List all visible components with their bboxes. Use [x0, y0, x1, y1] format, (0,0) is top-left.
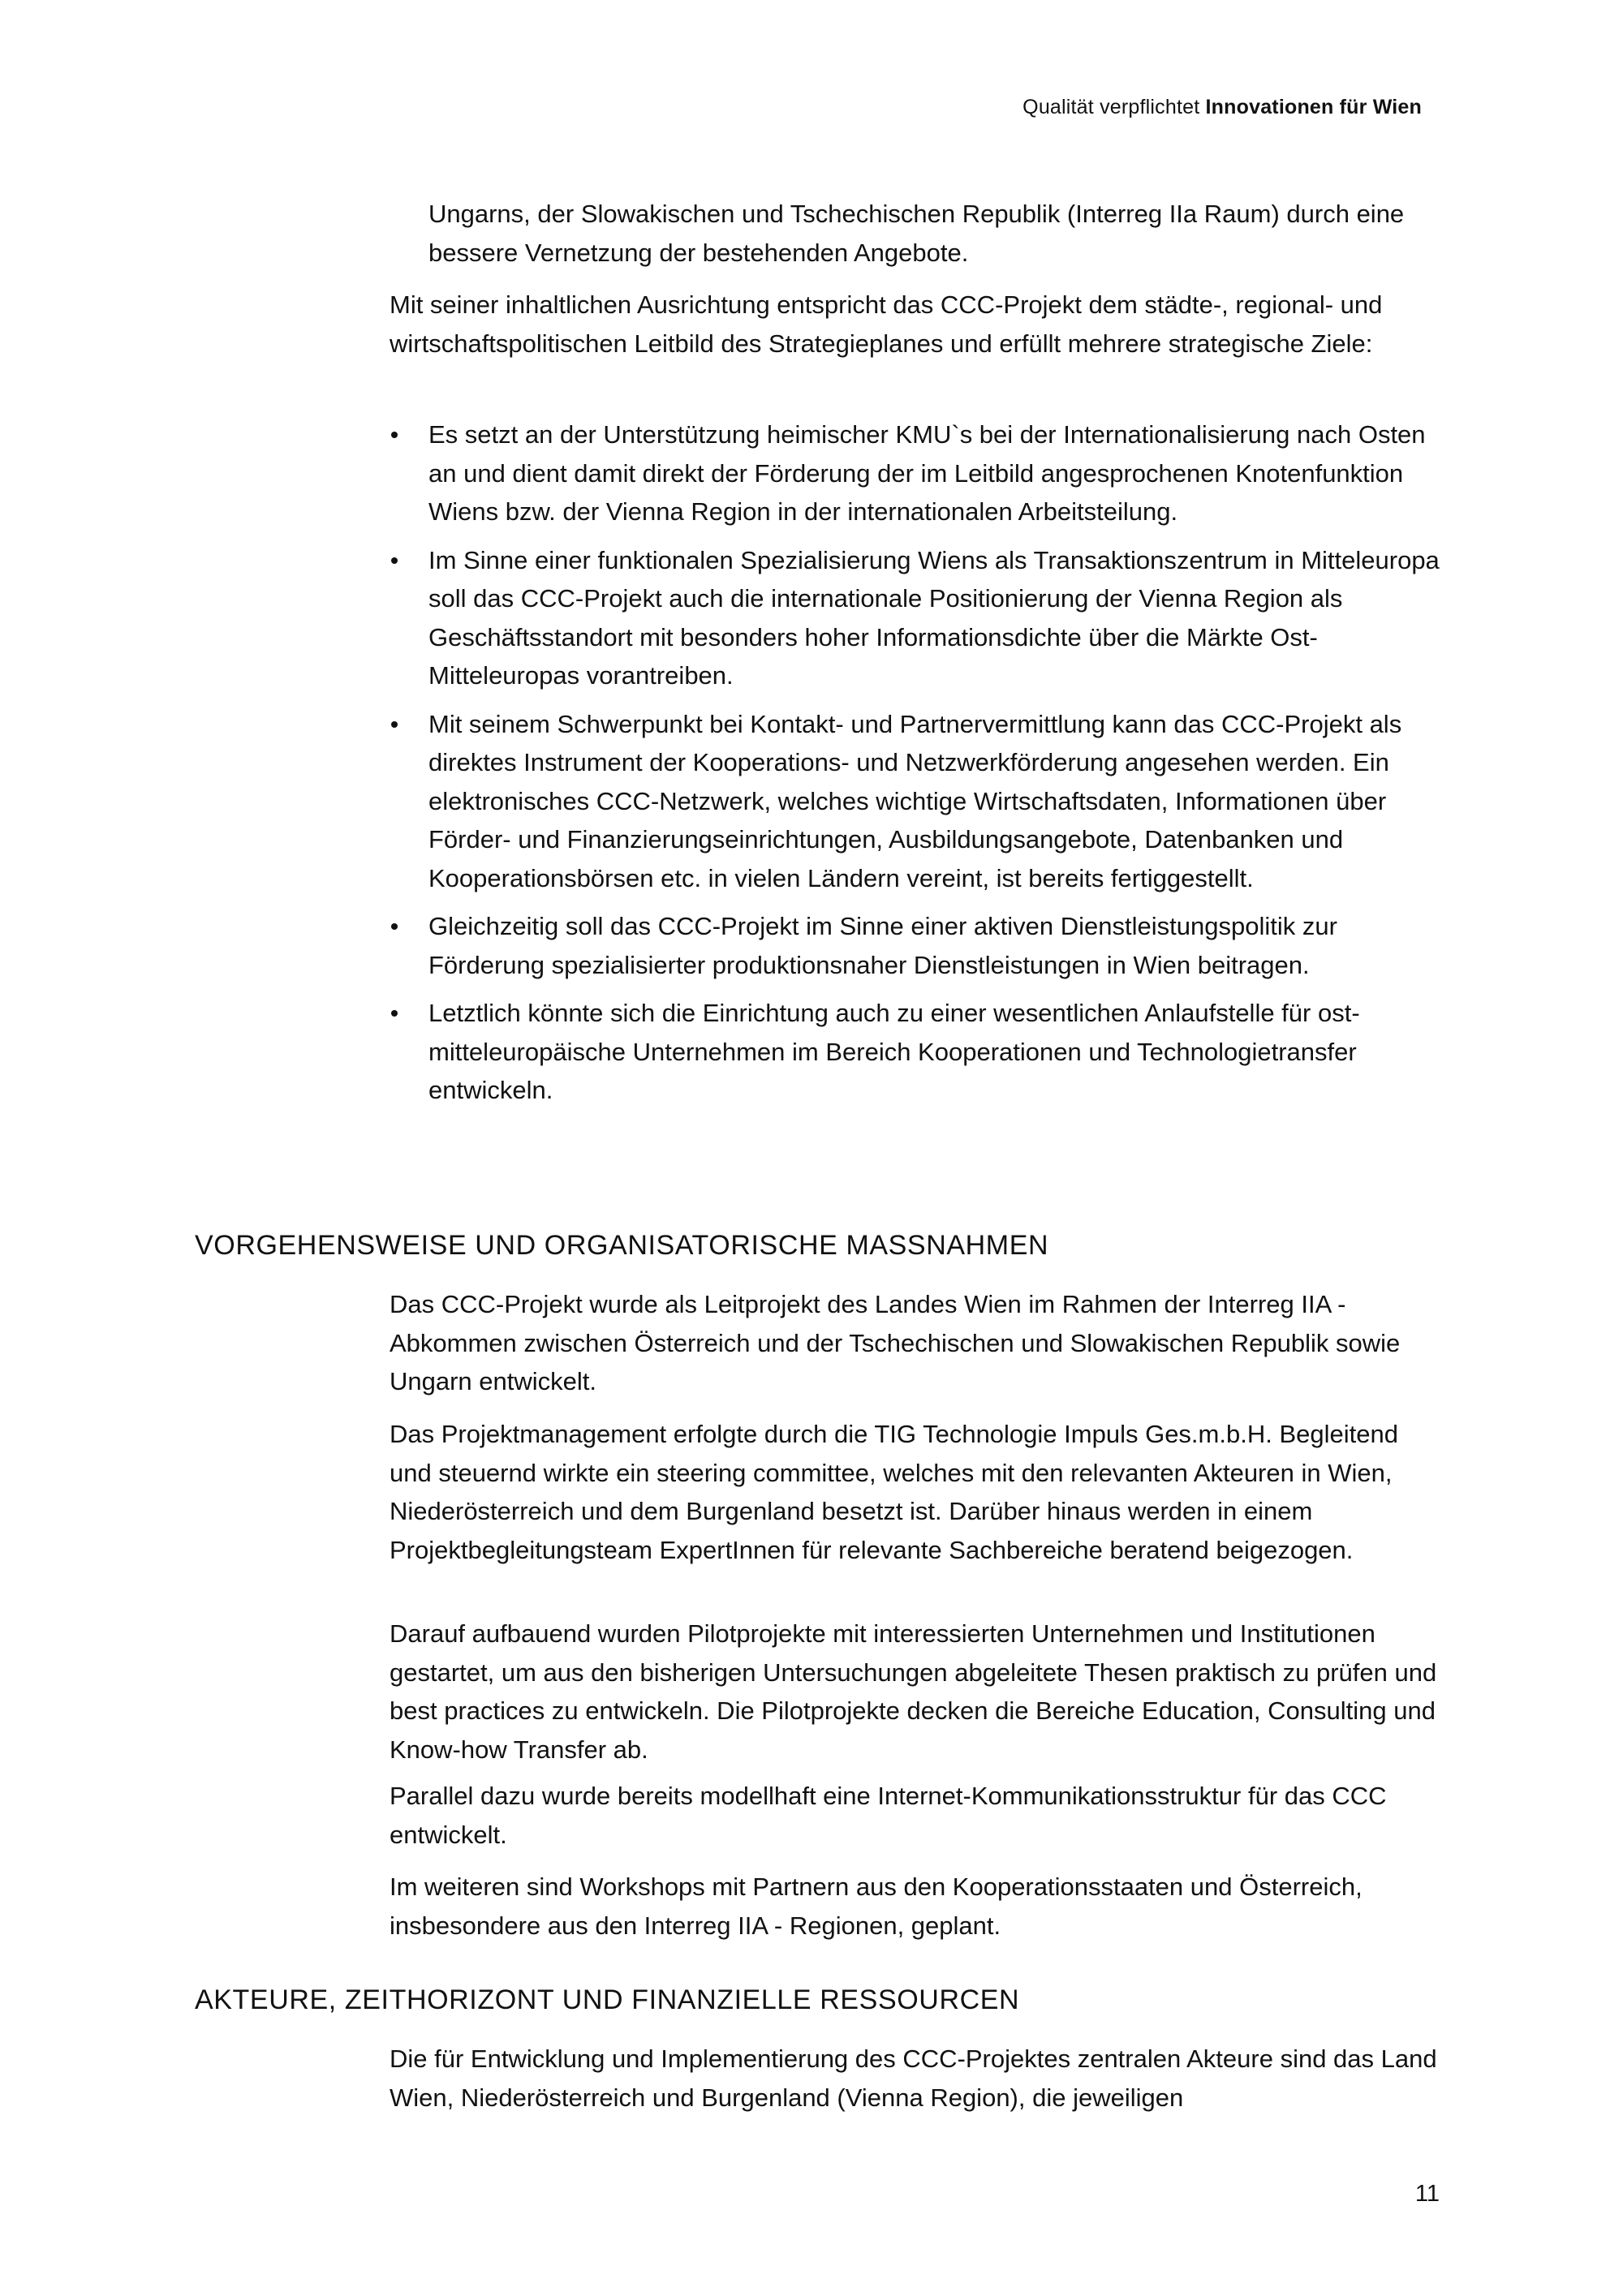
section1-paragraph: Im weiteren sind Workshops mit Partnern aus den Kooperationsstaaten und Österreich, insbesondere aus den Interreg IIA - Regionen, geplant. [390, 1872, 1363, 1940]
running-header [1022, 96, 1422, 119]
page-number: 11 [1414, 2181, 1440, 2207]
section-heading-akteure: AKTEURE, ZEITHORIZONT UND FINANZIELLE RESSOURCEN [195, 1984, 1020, 2015]
list-item [390, 907, 1453, 984]
bullet-icon [391, 1010, 398, 1017]
section1-paragraph: Parallel dazu wurde bereits modellhaft eine Internet-Kommunikationsstruktur für das CCC entwickelt. [390, 1782, 1387, 1849]
header-prefix: Qualität verpflichtet [1022, 96, 1200, 118]
bullet-icon [391, 923, 398, 930]
bullet-icon [391, 721, 398, 728]
intro-continuation: Ungarns, der Slowakischen und Tschechischen Republik (Interreg IIa Raum) durch eine bessere Vernetzung der bestehenden Angebote. [428, 200, 1405, 267]
bullet-icon [391, 557, 398, 564]
bullet-text: Gleichzeitig soll das CCC-Projekt im Sinne einer aktiven Dienstleistungspolitik zur Förderung spezialisierter produktionsnaher Dienstleistungen in Wien beitragen. [428, 912, 1337, 979]
section1-paragraph: Darauf aufbauend wurden Pilotprojekte mit interessierten Unternehmen und Institutionen gestartet, um aus den bisherigen Untersuchungen abgeleitete Thesen praktisch zu prüfen und best practices zu entwickeln. Die Pilotprojekte decken die Bereiche Education, Consulting und Know-how Transfer ab. [390, 1619, 1437, 1764]
list-item [390, 994, 1453, 1110]
goals-bullet-list [390, 415, 1453, 1120]
list-item [390, 541, 1453, 695]
section1-paragraph: Das CCC-Projekt wurde als Leitprojekt des Landes Wien im Rahmen der Interreg IIA - Abkommen zwischen Österreich und der Tschechischen und Slowakischen Republik sowie Ungarn entwickelt. [390, 1290, 1401, 1395]
bullet-text: Es setzt an der Unterstützung heimischer KMU`s bei der Internationalisierung nach Osten an und dient damit direkt der Förderung der im Leitbild angesprochenen Knotenfunktion Wiens bzw. der Vienna Region in der internationalen Arbeitsteilung. [428, 420, 1426, 526]
header-title: Innovationen für Wien [1205, 96, 1422, 118]
bullet-icon [391, 432, 398, 438]
bullet-text: Mit seinem Schwerpunkt bei Kontakt- und Partnervermittlung kann das CCC-Projekt als direktes Instrument der Kooperations- und Netzwerkförderung angesehen werden. Ein elektronisches CCC-Netzwerk, welches wichtige Wirtschaftsdaten, Informationen über Förder- und Finanzierungseinrichtungen, Ausbildungsangebote, Datenbanken und Kooperationsbörsen etc. in vielen Ländern vereint, ist bereits fertiggestellt. [428, 709, 1402, 892]
list-item [390, 705, 1453, 898]
bullet-text: Im Sinne einer funktionalen Spezialisierung Wiens als Transaktionszentrum in Mitteleuropa soll das CCC-Projekt auch die internationale Positionierung der Vienna Region als Geschäftsstandort mit besonders hoher Informationsdichte über die Märkte Ost-Mitteleuropas vorantreiben. [428, 545, 1440, 690]
section-heading-vorgehensweise: VORGEHENSWEISE UND ORGANISATORISCHE MASSNAHMEN [195, 1230, 1049, 1261]
intro-paragraph: Mit seiner inhaltlichen Ausrichtung entspricht das CCC-Projekt dem städte-, regional- und wirtschaftspolitischen Leitbild des Strategieplanes und erfüllt mehrere strategische Ziele: [390, 290, 1383, 358]
list-item [390, 415, 1453, 531]
bullet-text: Letztlich könnte sich die Einrichtung auch zu einer wesentlichen Anlaufstelle für ost-mitteleuropäische Unternehmen im Bereich Kooperationen und Technologietransfer entwickeln. [428, 999, 1360, 1104]
section1-paragraph: Das Projektmanagement erfolgte durch die TIG Technologie Impuls Ges.m.b.H. Begleitend und steuernd wirkte ein steering committee, welches mit den relevanten Akteuren in Wien, Niederösterreich und dem Burgenland besetzt ist. Darüber hinaus werden in einem Projektbegleitungsteam ExpertInnen für relevante Sachbereiche beratend beigezogen. [390, 1420, 1398, 1564]
section2-paragraph: Die für Entwicklung und Implementierung des CCC-Projektes zentralen Akteure sind das Land Wien, Niederösterreich und Burgenland (Vienna Region), die jeweiligen [390, 2044, 1437, 2112]
